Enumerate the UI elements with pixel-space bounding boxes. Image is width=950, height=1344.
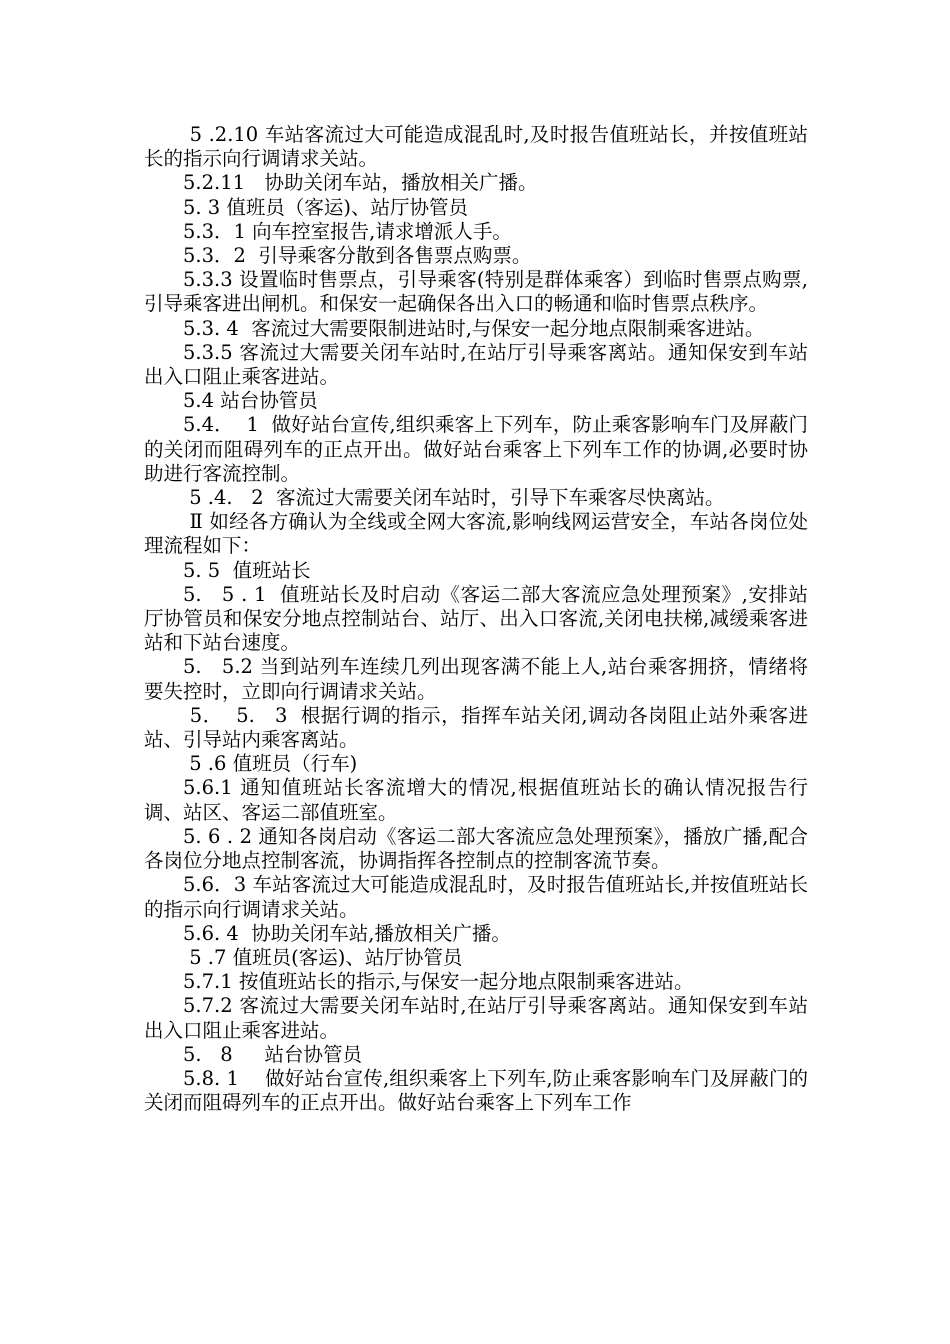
paragraph-5-2-10: 5 .2.10 车站客流过大可能造成混乱时,及时报告值班站长，并按值班站长的指示向行调请求关站。 <box>144 123 808 171</box>
paragraph-5-3-3: 5.3.3 设置临时售票点，引导乘客(特别是群体乘客）到临时售票点购票,引导乘客进出闸机。和保安一起确保各出入口的畅通和临时售票点秩序。 <box>144 268 808 316</box>
paragraph-5-6-3: 5.6．3 车站客流过大可能造成混乱时，及时报告值班站长,并按值班站长的指示向行调请求关站。 <box>144 873 808 921</box>
paragraph-roman-2: Ⅱ 如经各方确认为全线或全网大客流,影响线网运营安全，车站各岗位处理流程如下： <box>144 510 808 558</box>
paragraph-5-7-2: 5.7.2 客流过大需要关闭车站时,在站厅引导乘客离站。通知保安到车站出入口阻止乘客进站。 <box>144 994 808 1042</box>
paragraph-5-2-11: 5.2.11 协助关闭车站，播放相关广播。 <box>183 171 538 195</box>
heading-5-4: 5.4 站台协管员 <box>183 389 318 413</box>
heading-5-8: 5. 8 站台协管员 <box>183 1042 363 1066</box>
paragraph-5-4-2: 5 .4. 2 客流过大需要关闭车站时，引导下车乘客尽快离站。 <box>183 486 725 510</box>
heading-5-7: 5 .7 值班员(客运)、站厅协管员 <box>183 945 463 969</box>
paragraph-5-3-2: 5.3．2 引导乘客分散到各售票点购票。 <box>183 244 532 268</box>
heading-5-6: 5 .6 值班员（行车) <box>183 752 358 776</box>
heading-5-3: 5. 3 值班员（客运)、站厅协管员 <box>183 195 469 219</box>
paragraph-5-7-1: 5.7.1 按值班站长的指示,与保安一起分地点限制乘客进站。 <box>183 970 694 994</box>
paragraph-5-6-4: 5.6. 4 协助关闭车站,播放相关广播。 <box>183 921 511 945</box>
paragraph-5-3-1: 5.3．1 向车控室报告,请求增派人手。 <box>183 219 512 243</box>
paragraph-5-3-4: 5.3. 4 客流过大需要限制进站时,与保安一起分地点限制乘客进站。 <box>183 316 765 340</box>
heading-5-5: 5. 5 值班站长 <box>183 558 311 582</box>
document-body <box>144 123 808 1115</box>
paragraph-5-3-5: 5.3.5 客流过大需要关闭车站时,在站厅引导乘客离站。通知保安到车站出入口阻止乘客进站。 <box>144 340 808 389</box>
paragraph-5-5-3: 5． 5. 3 根据行调的指示，指挥车站关闭,调动各岗阻止站外乘客进站、引导站内乘客离站。 <box>144 703 809 752</box>
paragraph-5-5-1: 5. 5 . 1 值班站长及时启动《客运二部大客流应急处理预案》,安排站厅协管员和保安分地点控制站台、站厅、出入口客流,关闭电扶梯,减缓乘客进站和下站台速度。 <box>144 582 808 655</box>
paragraph-5-6-1: 5.6.1 通知值班站长客流增大的情况,根据值班站长的确认情况报告行调、站区、客运二部值班室。 <box>144 776 808 824</box>
paragraph-5-4-1: 5.4． 1 做好站台宣传,组织乘客上下列车，防止乘客影响车门及屏蔽门的关闭而阻碍列车的正点开出。做好站台乘客上下列车工作的协调,必要时协助进行客流控制。 <box>144 413 808 485</box>
paragraph-5-8-1: 5.8. 1 做好站台宣传,组织乘客上下列车,防止乘客影响车门及屏蔽门的关闭而阻碍列车的正点开出。做好站台乘客上下列车工作 <box>144 1066 808 1115</box>
paragraph-5-5-2: 5. 5.2 当到站列车连续几列出现客满不能上人,站台乘客拥挤，情绪将要失控时，立即向行调请求关站。 <box>144 655 808 703</box>
paragraph-5-6-2: 5. 6 . 2 通知各岗启动《客运二部大客流应急处理预案》，播放广播,配合各岗位分地点控制客流，协调指挥各控制点的控制客流节奏。 <box>144 824 808 873</box>
